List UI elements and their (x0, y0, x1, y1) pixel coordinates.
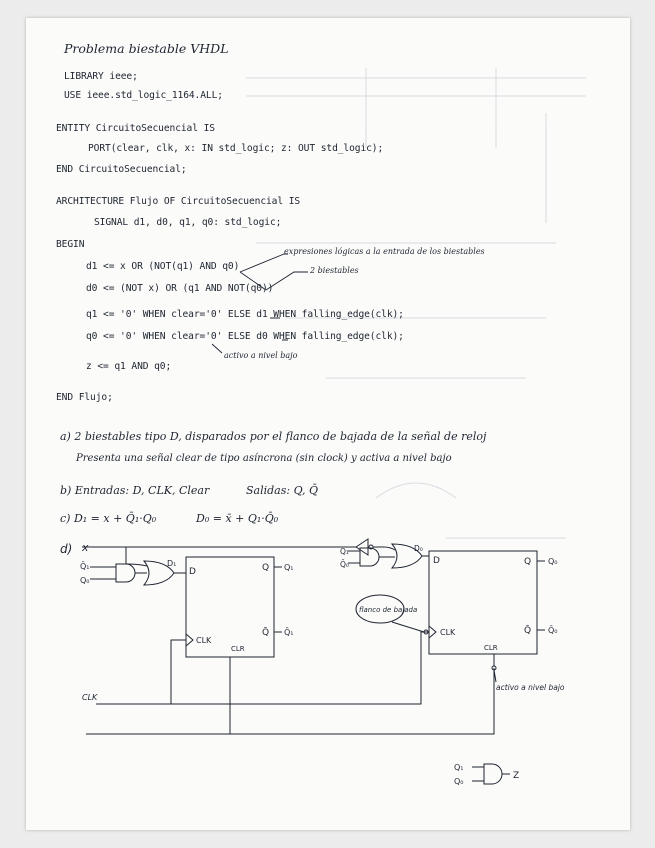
notebook-page (26, 18, 630, 830)
x-input-label: x (82, 541, 89, 554)
code-begin: BEGIN (56, 239, 85, 250)
flanco-note: flanco de bajada (359, 606, 418, 614)
ff0-clk-pin: CLK (440, 628, 456, 637)
ff0-d-pin: D (433, 556, 440, 566)
note-biestables: 2 biestables (310, 266, 359, 275)
ff0-clr-pin: CLR (484, 644, 498, 652)
and-gate-1 (116, 564, 135, 582)
code-q0: q0 <= '0' WHEN clear='0' ELSE d0 WHEN falling_edge(clk); (86, 331, 404, 342)
gate0-input-q0bar: Q̄₀ (340, 560, 349, 569)
clk-line-label: CLK (82, 693, 98, 702)
ff0-qbar-output: Q̄₀ (548, 626, 558, 635)
code-library: LIBRARY ieee; (64, 71, 138, 82)
answer-b-inputs: b) Entradas: D, CLK, Clear (60, 484, 210, 497)
ff1-clr-pin: CLR (231, 645, 245, 653)
code-d0: d0 <= (NOT x) OR (q1 AND NOT(q0)) (86, 283, 274, 294)
ff0-q-pin: Q (524, 557, 532, 567)
answer-c-d1: c) D₁ = x + Q̄₁·Q₀ (60, 512, 157, 525)
ff1-q-pin: Q (262, 563, 270, 573)
ff0-q-output: Q₀ (548, 557, 558, 566)
gate1-input-q0: Q₀ (80, 576, 90, 585)
ff1-qbar-pin: Q̄ (262, 628, 270, 638)
code-use: USE ieee.std_logic_1164.ALL; (64, 90, 223, 101)
answer-d-label: d) (60, 542, 73, 556)
answer-a-line1: a) 2 biestables tipo D, disparados por el flanco de bajada de la señal de reloj (60, 430, 487, 443)
ff1-q-output: Q₁ (284, 563, 294, 572)
code-z: z <= q1 AND q0; (86, 361, 172, 372)
ff1-qbar-output: Q̄₁ (284, 628, 294, 637)
page-title: Problema biestable VHDL (64, 41, 229, 56)
code-port: PORT(clear, clk, x: IN std_logic; z: OUT std_logic); (88, 143, 384, 154)
note-expresiones: expresiones lógicas a la entrada de los biestables (284, 247, 485, 256)
code-end-arch: END Flujo; (56, 392, 113, 403)
clr-activo-note: activo a nivel bajo (496, 683, 565, 692)
and-gate-0 (360, 548, 379, 566)
flip-flop-0 (429, 551, 537, 654)
code-entity: ENTITY CircuitoSecuencial IS (56, 123, 215, 134)
d1-label: D₁ (167, 559, 177, 568)
code-end-entity: END CircuitoSecuencial; (56, 164, 187, 175)
gate1-input-q1bar: Q̄₁ (80, 562, 90, 571)
ff1-d-pin: D (189, 567, 196, 577)
z-gate-input-q0: Q₀ (454, 777, 464, 786)
gate0-input-q1: Q₁ (340, 547, 349, 556)
note-activo: activo a nivel bajo (224, 351, 298, 360)
ff0-qbar-pin: Q̄ (524, 626, 532, 636)
answer-c-d0: D₀ = x̄ + Q₁·Q̄₀ (196, 512, 279, 525)
ff1-clk-pin: CLK (196, 636, 212, 645)
code-d1: d1 <= x OR (NOT(q1) AND q0) (86, 261, 240, 272)
and-gate-z (484, 764, 502, 784)
code-signal: SIGNAL d1, d0, q1, q0: std_logic; (94, 217, 282, 228)
code-q1: q1 <= '0' WHEN clear='0' ELSE d1 WHEN falling_edge(clk); (86, 309, 404, 320)
answer-a-line2: Presenta una señal clear de tipo asíncrona (sin clock) y activa a nivel bajo (76, 453, 452, 464)
circuit-diagram (26, 18, 630, 830)
z-gate-input-q1: Q₁ (454, 763, 464, 772)
z-output: Z (513, 771, 520, 781)
code-architecture: ARCHITECTURE Flujo OF CircuitoSecuencial IS (56, 196, 301, 207)
d0-label: D₀ (414, 544, 423, 553)
answer-b-outputs: Salidas: Q, Q̄ (246, 484, 319, 497)
